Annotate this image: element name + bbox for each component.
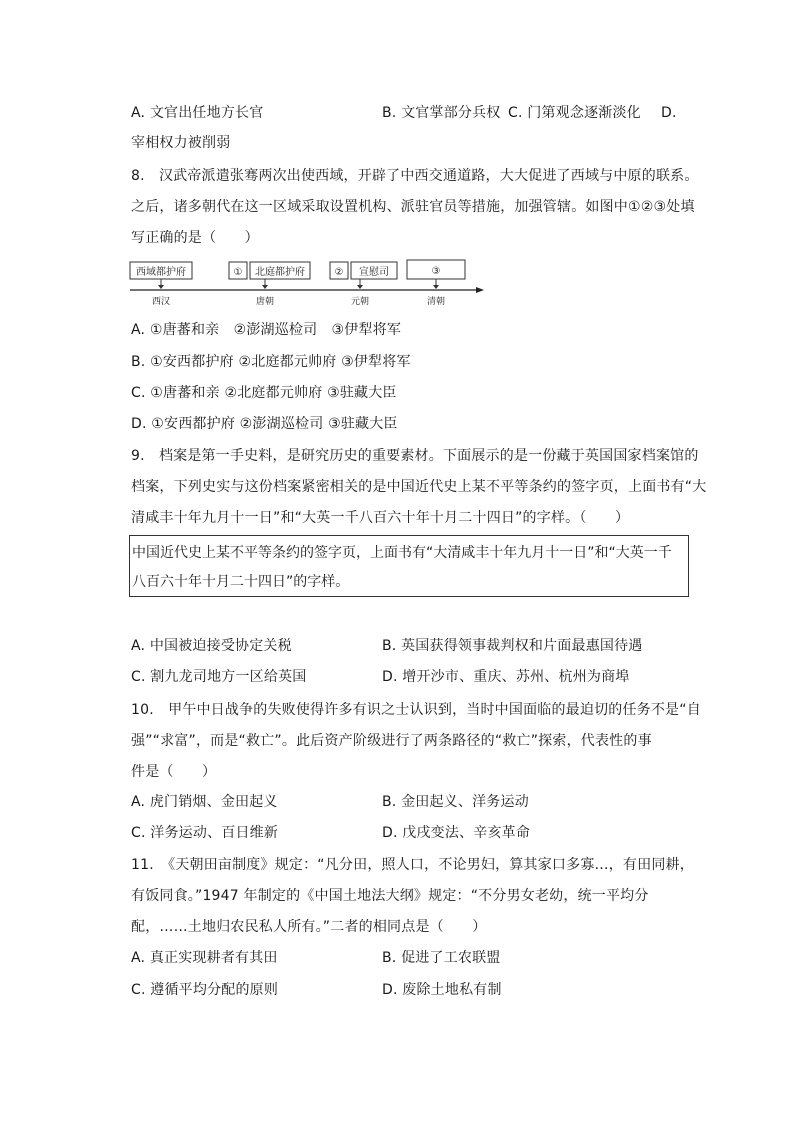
q8-stem-line2: 之后，诸多朝代在这一区域采取设置机构、派驻官员等措施，加强管辖。如图中①②③处填 [131, 199, 695, 215]
q10-stem-line2: 强”“求富”，而是“救亡”。此后资产阶级进行了两条路径的“救亡”探索，代表性的事 [131, 733, 652, 749]
q9-option-c: C. 割九龙司地方一区给英国 [131, 669, 307, 685]
q11-option-b: B. 促进了工农联盟 [382, 950, 501, 966]
era-qing: 清朝 [426, 297, 446, 307]
timeline-label-xuanwei: 宣慰司 [359, 267, 389, 278]
timeline-label-2: ② [334, 267, 344, 278]
q11-option-c: C. 遵循平均分配的原则 [131, 982, 279, 998]
q11-stem-line1: 11. 《天朝田亩制度》规定：“凡分田，照人口，不论男妇，算其家口多寡…，有田同耕， [131, 857, 694, 873]
era-yuan: 元朝 [350, 297, 370, 307]
q9-option-d: D. 增开沙市、重庆、苏州、杭州为商埠 [382, 669, 630, 685]
era-tang: 唐朝 [255, 297, 275, 307]
q9-stem-line3: 清咸丰十年九月十一日”和“大英一千八百六十年十月二十四日”的字样。（ ） [131, 510, 630, 526]
q10-option-d: D. 戊戌变法、辛亥革命 [382, 825, 531, 841]
q7-option-b: B. 文官掌部分兵权 [382, 105, 501, 121]
q8-option-d: D. ①安西都护府 ②澎湖巡检司 ③驻藏大臣 [131, 416, 398, 432]
q11-stem-line2: 有饭同食。”1947 年制定的《中国土地法大纲》规定：“不分男女老幼，统一平均分 [131, 888, 649, 904]
q11-option-a: A. 真正实现耕者有其田 [131, 950, 278, 966]
timeline-label-xiyu: 西域都护府 [136, 267, 186, 278]
q9-option-a: A. 中国被迫接受协定关税 [131, 638, 292, 654]
q8-option-a: A. ①唐蕃和亲 ②澎湖巡检司 ③伊犁将军 [131, 322, 402, 338]
q10-option-a: A. 虎门销烟、金田起义 [131, 794, 278, 810]
q7-option-c: C. 门第观念逐渐淡化 [508, 105, 641, 121]
q7-option-a: A. 文官出任地方长官 [131, 105, 264, 121]
q9-stem-line1: 9. 档案是第一手史料，是研究历史的重要素材。下面展示的是一份藏于英国国家档案馆的 [131, 448, 699, 464]
q9-source-box [129, 535, 689, 597]
era-xihan: 西汉 [151, 297, 171, 307]
timeline-label-1: ① [233, 267, 243, 278]
q10-stem-line1: 10. 甲午中日战争的失败使得许多有识之士认识到，当时中国面临的最迫切的任务不是“自 [131, 702, 701, 718]
timeline-label-beiting: 北庭都护府 [255, 267, 305, 278]
timeline-label-3: ③ [431, 266, 441, 277]
q10-option-b: B. 金田起义、洋务运动 [382, 794, 529, 810]
q11-stem-line3: 配，……土地归农民私人所有。”二者的相同点是（ ） [131, 919, 487, 935]
q10-option-c: C. 洋务运动、百日维新 [131, 825, 279, 841]
q8-timeline-figure [126, 257, 491, 309]
q9-box-line2: 八百六十年十月二十四日”的字样。 [132, 574, 350, 590]
q11-option-d: D. 废除土地私有制 [382, 982, 502, 998]
q8-stem-line1: 8. 汉武帝派遣张骞两次出使西域，开辟了中西交通道路，大大促进了西域与中原的联系。 [131, 168, 699, 184]
q8-stem-line3: 写正确的是（ ） [131, 230, 259, 246]
q7-option-d: D. [661, 105, 677, 121]
timeline-arrowhead [476, 287, 484, 293]
q8-option-b: B. ①安西都护府 ②北庭都元帅府 ③伊犁将军 [131, 354, 411, 370]
q9-option-b: B. 英国获得领事裁判权和片面最惠国待遇 [382, 638, 643, 654]
q9-box-line1: 中国近代史上某不平等条约的签字页，上面书有“大清咸丰十年九月十一日”和“大英一千 [132, 545, 672, 561]
q10-stem-line3: 件是（ ） [131, 764, 217, 780]
q8-option-c: C. ①唐蕃和亲 ②北庭都元帅府 ③驻藏大臣 [131, 385, 397, 401]
q7-option-d-text: 宰相权力被削弱 [131, 135, 231, 151]
q9-stem-line2: 档案，下列史实与这份档案紧密相关的是中国近代史上某不平等条约的签字页，上面书有“大 [131, 479, 707, 495]
